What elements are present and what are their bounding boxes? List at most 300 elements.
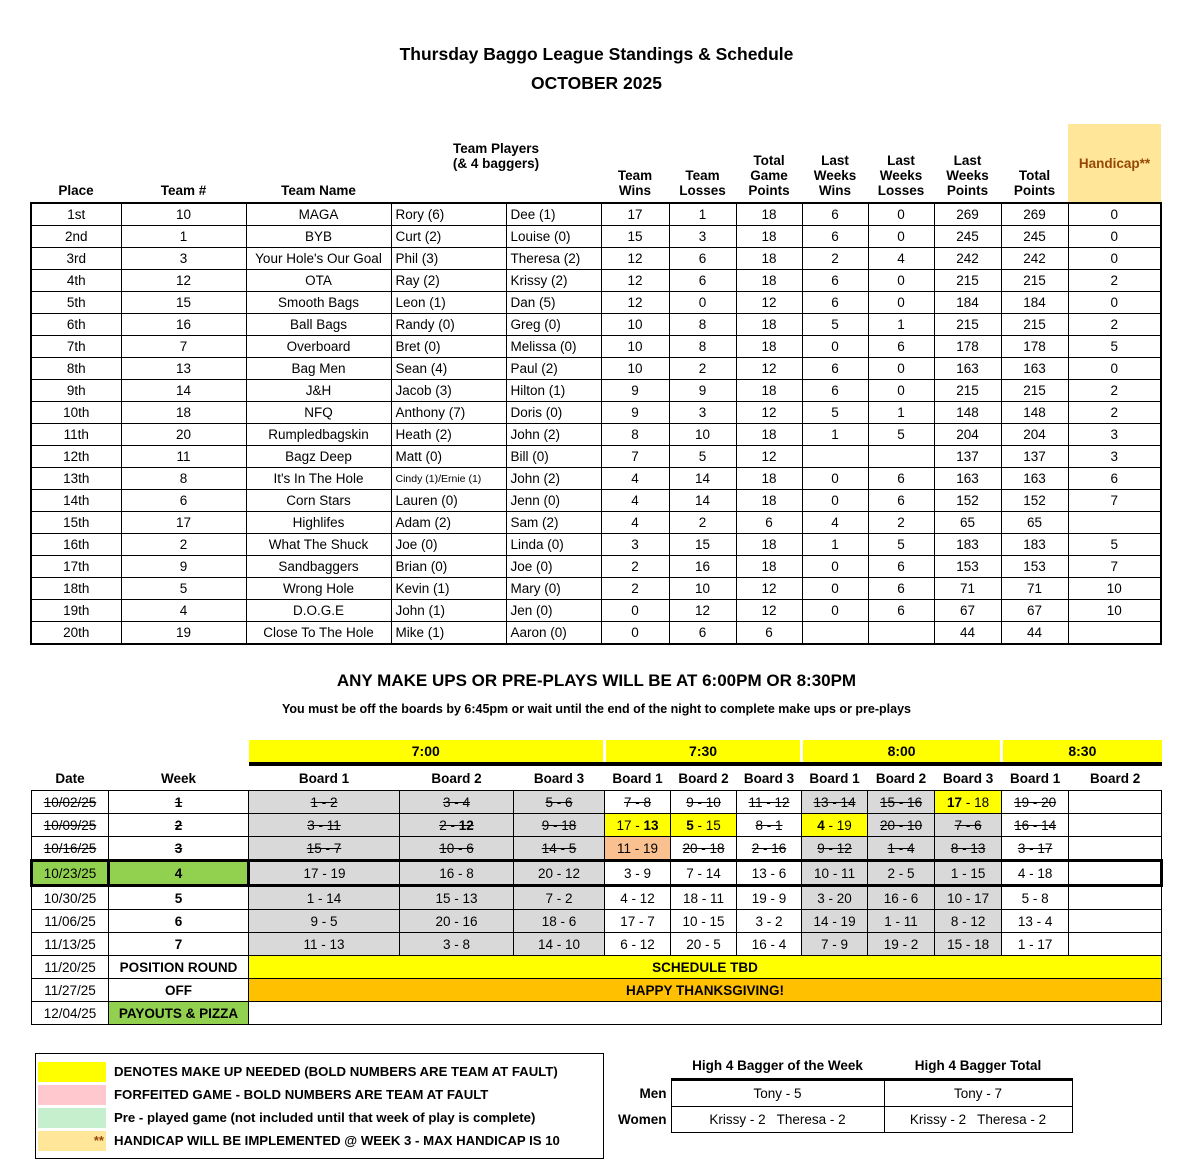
standings-cell-total: 67 <box>1001 600 1068 622</box>
schedule-row <box>32 886 1162 910</box>
legend-swatch <box>38 1062 106 1082</box>
standings-cell-losses: 5 <box>669 446 736 468</box>
standings-cell-lwp: 178 <box>934 336 1001 358</box>
standings-cell-player2: Krissy (2) <box>506 270 601 292</box>
notice-primary: ANY MAKE UPS OR PRE-PLAYS WILL BE AT 6:00PM OR 8:30PM <box>336 671 857 690</box>
schedule-cell-matchup: 20 - 18 <box>671 837 737 861</box>
standings-cell-team-name: Rumpledbagskin <box>246 424 391 446</box>
standings-cell-tgp: 18 <box>736 336 802 358</box>
standings-cell-player1: Phil (3) <box>391 248 506 270</box>
schedule-cell-week: 2 <box>109 814 249 837</box>
legend-text: FORFEITED GAME - BOLD NUMBERS ARE TEAM AT FAULT <box>114 1087 489 1102</box>
standings-cell-lww: 2 <box>802 248 868 270</box>
standings-cell-team-name: J&H <box>246 380 391 402</box>
standings-cell-lwp: 153 <box>934 556 1001 578</box>
standings-row <box>31 600 1161 622</box>
standings-cell-team-name: Wrong Hole <box>246 578 391 600</box>
schedule-header-board-2: Board 2 <box>431 770 482 786</box>
standings-cell-place: 20th <box>31 622 121 645</box>
schedule-cell-matchup <box>1069 814 1162 837</box>
standings-cell-player1: Matt (0) <box>391 446 506 468</box>
standings-cell-team-num: 14 <box>121 380 246 402</box>
standings-cell-wins: 7 <box>601 446 669 468</box>
schedule-cell-matchup: 11 - 19 <box>605 837 671 861</box>
schedule-cell-matchup: 20 - 10 <box>868 814 935 837</box>
standings-cell-lwp: 215 <box>934 314 1001 336</box>
standings-cell-player1: Adam (2) <box>391 512 506 534</box>
standings-cell-total: 183 <box>1001 534 1068 556</box>
standings-cell-team-name: OTA <box>246 270 391 292</box>
schedule-cell-matchup <box>1069 861 1162 886</box>
standings-cell-tgp: 18 <box>736 490 802 512</box>
standings-cell-lwl: 2 <box>868 512 934 534</box>
standings-cell-lwp: 215 <box>934 380 1001 402</box>
schedule-table <box>30 740 1163 1025</box>
schedule-board-header-row <box>32 766 1162 791</box>
standings-row <box>31 248 1161 270</box>
standings-cell-place: 17th <box>31 556 121 578</box>
schedule-header-board-8: Board 2 <box>875 770 927 786</box>
schedule-time-730: 7:30 <box>605 740 802 762</box>
standings-cell-team-name: It's In The Hole <box>246 468 391 490</box>
standings-cell-place: 10th <box>31 402 121 424</box>
standings-cell-total: 204 <box>1001 424 1068 446</box>
standings-cell-losses: 14 <box>669 468 736 490</box>
standings-cell-place: 2nd <box>31 226 121 248</box>
schedule-special-row <box>32 979 1162 1002</box>
schedule-cell-matchup: 14 - 5 <box>514 837 605 861</box>
standings-header-team-name: Team Name <box>281 183 356 198</box>
standings-cell-handicap: 5 <box>1068 336 1161 358</box>
standings-cell-total: 215 <box>1001 270 1068 292</box>
bagger-header-total: High 4 Bagger Total <box>884 1053 1072 1080</box>
standings-cell-team-num: 18 <box>121 402 246 424</box>
standings-cell-lww: 6 <box>802 380 868 402</box>
standings-cell-losses: 9 <box>669 380 736 402</box>
standings-cell-player1: Joe (0) <box>391 534 506 556</box>
schedule-cell-matchup <box>1069 886 1162 910</box>
standings-cell-losses: 15 <box>669 534 736 556</box>
standings-row <box>31 203 1161 226</box>
standings-cell-losses: 0 <box>669 292 736 314</box>
schedule-cell-matchup: 9 - 5 <box>249 910 400 933</box>
standings-cell-losses: 10 <box>669 578 736 600</box>
standings-cell-lwl: 6 <box>868 556 934 578</box>
schedule-header-board-9: Board 3 <box>942 770 994 786</box>
standings-cell-lwp: 67 <box>934 600 1001 622</box>
standings-cell-lwl: 1 <box>868 402 934 424</box>
schedule-cell-matchup: 20 - 5 <box>671 933 737 956</box>
schedule-header-board-11: Board 2 <box>1089 770 1141 786</box>
schedule-cell-date: 10/02/25 <box>32 791 109 814</box>
standings-cell-handicap: 2 <box>1068 314 1161 336</box>
schedule-cell-week: 7 <box>109 933 249 956</box>
standings-row <box>31 226 1161 248</box>
standings-cell-lww: 6 <box>802 226 868 248</box>
schedule-cell-matchup: 4 - 18 <box>1002 861 1069 886</box>
legend-item <box>38 1083 603 1106</box>
schedule-cell-date: 10/09/25 <box>32 814 109 837</box>
standings-cell-total: 153 <box>1001 556 1068 578</box>
standings-cell-tgp: 12 <box>736 292 802 314</box>
schedule-cell-matchup: 15 - 7 <box>249 837 400 861</box>
standings-cell-losses: 16 <box>669 556 736 578</box>
standings-cell-lwl: 6 <box>868 578 934 600</box>
standings-cell-total: 184 <box>1001 292 1068 314</box>
standings-cell-total: 163 <box>1001 358 1068 380</box>
schedule-cell-week: 4 <box>109 861 249 886</box>
standings-cell-losses: 14 <box>669 490 736 512</box>
standings-cell-team-num: 16 <box>121 314 246 336</box>
standings-cell-player1: Sean (4) <box>391 358 506 380</box>
bagger-row <box>606 1107 1072 1133</box>
standings-cell-wins: 12 <box>601 248 669 270</box>
standings-cell-handicap: 10 <box>1068 578 1161 600</box>
schedule-cell-week: 6 <box>109 910 249 933</box>
standings-cell-lww: 0 <box>802 600 868 622</box>
schedule-row <box>32 861 1162 886</box>
standings-cell-lwl: 6 <box>868 600 934 622</box>
standings-cell-lwl: 0 <box>868 270 934 292</box>
standings-cell-player2: Paul (2) <box>506 358 601 380</box>
standings-cell-wins: 10 <box>601 358 669 380</box>
standings-cell-player2: Hilton (1) <box>506 380 601 402</box>
schedule-cell-matchup: 1 - 14 <box>249 886 400 910</box>
page-subtitle: OCTOBER 2025 <box>531 73 662 93</box>
standings-cell-player1: Kevin (1) <box>391 578 506 600</box>
players-header-line2: (& 4 baggers) <box>452 156 540 171</box>
schedule-cell-date: 10/16/25 <box>32 837 109 861</box>
page-title: Thursday Baggo League Standings & Schedule <box>399 44 794 64</box>
standings-cell-handicap <box>1068 622 1161 645</box>
standings-cell-player1: Heath (2) <box>391 424 506 446</box>
schedule-cell-matchup: 18 - 11 <box>671 886 737 910</box>
standings-cell-team-name: Bag Men <box>246 358 391 380</box>
schedule-cell-date: 11/06/25 <box>32 910 109 933</box>
schedule-cell-matchup: 1 - 2 <box>249 791 400 814</box>
standings-cell-handicap: 3 <box>1068 424 1161 446</box>
schedule-cell-matchup: 7 - 8 <box>605 791 671 814</box>
schedule-cell-week: OFF <box>109 979 249 1002</box>
standings-cell-player1: Cindy (1)/Ernie (1) <box>391 468 506 490</box>
standings-cell-total: 178 <box>1001 336 1068 358</box>
standings-cell-lwp: 163 <box>934 468 1001 490</box>
notice-secondary: You must be off the boards by 6:45pm or wait until the end of the night to complete make ups or pre-plays <box>281 702 911 716</box>
schedule-cell-matchup: 1 - 11 <box>868 910 935 933</box>
schedule-band: HAPPY THANKSGIVING! <box>249 979 1162 1002</box>
standings-cell-player2: Greg (0) <box>506 314 601 336</box>
schedule-cell-matchup <box>1069 837 1162 861</box>
standings-cell-lww: 6 <box>802 292 868 314</box>
schedule-cell-matchup: 4 - 19 <box>802 814 868 837</box>
standings-header-team-num: Team # <box>160 183 207 198</box>
schedule-cell-matchup: 16 - 6 <box>868 886 935 910</box>
schedule-cell-matchup: 8 - 1 <box>737 814 802 837</box>
schedule-cell-matchup: 17 - 19 <box>249 861 400 886</box>
standings-cell-lwp: 65 <box>934 512 1001 534</box>
schedule-header-board-7: Board 1 <box>809 770 860 786</box>
standings-cell-lwl: 0 <box>868 380 934 402</box>
schedule-cell-matchup: 13 - 6 <box>737 861 802 886</box>
schedule-cell-date: 12/04/25 <box>32 1002 109 1025</box>
players-header-line1: Team Players <box>452 141 540 156</box>
schedule-row <box>32 814 1162 837</box>
schedule-header-board-6: Board 3 <box>743 770 795 786</box>
standings-header-losses: Team Losses <box>679 168 726 198</box>
standings-header-lww: Last Weeks Wins <box>813 153 857 198</box>
schedule-cell-matchup <box>1069 910 1162 933</box>
schedule-cell-matchup <box>1069 933 1162 956</box>
standings-row <box>31 446 1161 468</box>
standings-cell-lwp: 148 <box>934 402 1001 424</box>
standings-cell-handicap: 2 <box>1068 270 1161 292</box>
standings-cell-wins: 3 <box>601 534 669 556</box>
standings-cell-tgp: 18 <box>736 270 802 292</box>
standings-cell-losses: 8 <box>669 314 736 336</box>
schedule-cell-matchup: 15 - 18 <box>935 933 1002 956</box>
schedule-cell-matchup: 15 - 13 <box>400 886 514 910</box>
standings-cell-total: 152 <box>1001 490 1068 512</box>
standings-cell-handicap: 0 <box>1068 248 1161 270</box>
standings-row <box>31 336 1161 358</box>
schedule-cell-matchup: 10 - 6 <box>400 837 514 861</box>
standings-cell-player1: Rory (6) <box>391 203 506 226</box>
standings-cell-wins: 9 <box>601 402 669 424</box>
standings-cell-lwp: 163 <box>934 358 1001 380</box>
schedule-row <box>32 791 1162 814</box>
standings-header-row <box>31 124 1161 203</box>
standings-row <box>31 314 1161 336</box>
schedule-time-row <box>32 740 1162 762</box>
schedule-cell-matchup: 4 - 12 <box>605 886 671 910</box>
standings-cell-place: 4th <box>31 270 121 292</box>
standings-cell-player1: Randy (0) <box>391 314 506 336</box>
standings-cell-player2: Linda (0) <box>506 534 601 556</box>
standings-row <box>31 512 1161 534</box>
standings-cell-place: 9th <box>31 380 121 402</box>
legend-text: HANDICAP WILL BE IMPLEMENTED @ WEEK 3 - MAX HANDICAP IS 10 <box>114 1133 560 1148</box>
schedule-cell-matchup <box>1069 791 1162 814</box>
schedule-cell-matchup: 17 - 7 <box>605 910 671 933</box>
standings-cell-handicap: 2 <box>1068 402 1161 424</box>
standings-cell-team-num: 7 <box>121 336 246 358</box>
standings-cell-team-num: 15 <box>121 292 246 314</box>
legend-box <box>35 1053 604 1159</box>
standings-cell-tgp: 12 <box>736 446 802 468</box>
standings-cell-lwl: 6 <box>868 490 934 512</box>
standings-cell-team-name: Ball Bags <box>246 314 391 336</box>
standings-cell-tgp: 18 <box>736 314 802 336</box>
schedule-cell-matchup: 20 - 16 <box>400 910 514 933</box>
standings-cell-place: 8th <box>31 358 121 380</box>
standings-cell-player2: Aaron (0) <box>506 622 601 645</box>
standings-cell-team-num: 17 <box>121 512 246 534</box>
standings-cell-team-name: Corn Stars <box>246 490 391 512</box>
standings-cell-handicap: 0 <box>1068 226 1161 248</box>
schedule-cell-matchup: 5 - 8 <box>1002 886 1069 910</box>
standings-row <box>31 424 1161 446</box>
schedule-band <box>249 1002 1162 1025</box>
schedule-cell-matchup: 9 - 12 <box>802 837 868 861</box>
standings-cell-lwp: 184 <box>934 292 1001 314</box>
standings-cell-place: 15th <box>31 512 121 534</box>
standings-cell-losses: 3 <box>669 402 736 424</box>
schedule-cell-matchup: 11 - 12 <box>737 791 802 814</box>
standings-cell-lww: 6 <box>802 270 868 292</box>
standings-cell-wins: 12 <box>601 270 669 292</box>
schedule-special-row <box>32 1002 1162 1025</box>
standings-cell-place: 6th <box>31 314 121 336</box>
bagger-header-row <box>606 1053 1072 1080</box>
standings-cell-place: 7th <box>31 336 121 358</box>
standings-cell-player2: Theresa (2) <box>506 248 601 270</box>
standings-cell-lwp: 44 <box>934 622 1001 645</box>
standings-cell-player2: Doris (0) <box>506 402 601 424</box>
standings-cell-lww: 0 <box>802 556 868 578</box>
schedule-cell-matchup: 20 - 12 <box>514 861 605 886</box>
standings-cell-lww <box>802 446 868 468</box>
standings-cell-player2: Sam (2) <box>506 512 601 534</box>
standings-cell-lww: 5 <box>802 402 868 424</box>
schedule-cell-matchup: 5 - 6 <box>514 791 605 814</box>
standings-cell-team-num: 12 <box>121 270 246 292</box>
schedule-cell-matchup: 9 - 18 <box>514 814 605 837</box>
standings-cell-lww: 0 <box>802 490 868 512</box>
standings-cell-tgp: 6 <box>736 512 802 534</box>
standings-cell-lwp: 152 <box>934 490 1001 512</box>
schedule-cell-matchup: 3 - 2 <box>737 910 802 933</box>
schedule-cell-matchup: 10 - 11 <box>802 861 868 886</box>
schedule-cell-matchup: 7 - 14 <box>671 861 737 886</box>
schedule-cell-matchup: 7 - 9 <box>802 933 868 956</box>
standings-cell-place: 13th <box>31 468 121 490</box>
schedule-band: SCHEDULE TBD <box>249 956 1162 979</box>
schedule-cell-matchup: 19 - 2 <box>868 933 935 956</box>
standings-table <box>30 124 1162 645</box>
standings-cell-losses: 12 <box>669 600 736 622</box>
schedule-cell-matchup: 5 - 15 <box>671 814 737 837</box>
standings-cell-player2: John (2) <box>506 468 601 490</box>
standings-header-place: Place <box>58 183 94 198</box>
schedule-time-700: 7:00 <box>249 740 605 762</box>
standings-cell-wins: 10 <box>601 314 669 336</box>
standings-cell-total: 245 <box>1001 226 1068 248</box>
standings-cell-tgp: 18 <box>736 424 802 446</box>
standings-cell-handicap <box>1068 512 1161 534</box>
bagger-body <box>606 1053 1072 1133</box>
standings-row <box>31 468 1161 490</box>
schedule-row <box>32 910 1162 933</box>
standings-cell-team-name: BYB <box>246 226 391 248</box>
schedule-cell-matchup: 16 - 14 <box>1002 814 1069 837</box>
standings-cell-handicap: 3 <box>1068 446 1161 468</box>
standings-cell-player1: Curt (2) <box>391 226 506 248</box>
standings-cell-handicap: 5 <box>1068 534 1161 556</box>
schedule-cell-week: 5 <box>109 886 249 910</box>
standings-cell-place: 19th <box>31 600 121 622</box>
standings-header-tgp: Total Game Points <box>748 153 790 198</box>
schedule-header-board-4: Board 1 <box>612 770 663 786</box>
standings-cell-lwp: 215 <box>934 270 1001 292</box>
schedule-cell-matchup: 1 - 4 <box>868 837 935 861</box>
standings-cell-total: 163 <box>1001 468 1068 490</box>
schedule-cell-matchup: 18 - 6 <box>514 910 605 933</box>
schedule-cell-matchup: 10 - 17 <box>935 886 1002 910</box>
standings-cell-team-name: Your Hole's Our Goal <box>246 248 391 270</box>
standings-cell-team-num: 20 <box>121 424 246 446</box>
standings-cell-team-num: 8 <box>121 468 246 490</box>
schedule-cell-matchup: 3 - 20 <box>802 886 868 910</box>
standings-cell-losses: 3 <box>669 226 736 248</box>
standings-cell-tgp: 18 <box>736 380 802 402</box>
schedule-row <box>32 837 1162 861</box>
standings-cell-handicap: 0 <box>1068 358 1161 380</box>
standings-cell-place: 5th <box>31 292 121 314</box>
standings-cell-handicap: 2 <box>1068 380 1161 402</box>
standings-cell-lwp: 137 <box>934 446 1001 468</box>
standings-row <box>31 556 1161 578</box>
standings-cell-lwl: 0 <box>868 358 934 380</box>
standings-cell-team-name: MAGA <box>246 203 391 226</box>
standings-cell-team-name: Bagz Deep <box>246 446 391 468</box>
standings-cell-player1: Anthony (7) <box>391 402 506 424</box>
standings-cell-lww: 0 <box>802 578 868 600</box>
legend-text: Pre - played game (not included until that week of play is complete) <box>114 1110 536 1125</box>
standings-cell-team-name: What The Shuck <box>246 534 391 556</box>
standings-cell-handicap: 7 <box>1068 556 1161 578</box>
standings-head <box>31 124 1161 203</box>
standings-cell-player1: Brian (0) <box>391 556 506 578</box>
standings-cell-lwp: 269 <box>934 203 1001 226</box>
standings-cell-total: 242 <box>1001 248 1068 270</box>
standings-cell-team-name: Close To The Hole <box>246 622 391 645</box>
standings-header-players <box>391 124 601 203</box>
standings-cell-player2: Louise (0) <box>506 226 601 248</box>
standings-cell-player1: John (1) <box>391 600 506 622</box>
standings-cell-lwl: 0 <box>868 203 934 226</box>
schedule-cell-matchup: 3 - 9 <box>605 861 671 886</box>
schedule-cell-week: 3 <box>109 837 249 861</box>
standings-header-wins: Team Wins <box>617 168 653 198</box>
standings-cell-lwp: 245 <box>934 226 1001 248</box>
standings-cell-team-num: 4 <box>121 600 246 622</box>
standings-cell-total: 44 <box>1001 622 1068 645</box>
standings-cell-lwl: 5 <box>868 424 934 446</box>
standings-cell-lwl: 5 <box>868 534 934 556</box>
schedule-header-week: Week <box>160 770 197 786</box>
standings-cell-lww: 1 <box>802 424 868 446</box>
standings-header-lwl: Last Weeks Losses <box>877 153 925 198</box>
bagger-row-label: Women <box>617 1112 667 1127</box>
schedule-cell-week: 1 <box>109 791 249 814</box>
standings-cell-player1: Bret (0) <box>391 336 506 358</box>
standings-cell-total: 269 <box>1001 203 1068 226</box>
standings-cell-handicap: 0 <box>1068 203 1161 226</box>
standings-cell-player2: Melissa (0) <box>506 336 601 358</box>
standings-cell-lwl: 4 <box>868 248 934 270</box>
standings-cell-total: 148 <box>1001 402 1068 424</box>
standings-cell-losses: 8 <box>669 336 736 358</box>
schedule-cell-matchup: 17 - 18 <box>935 791 1002 814</box>
standings-cell-lww <box>802 622 868 645</box>
standings-row <box>31 292 1161 314</box>
schedule-cell-matchup: 13 - 4 <box>1002 910 1069 933</box>
standings-cell-player1: Leon (1) <box>391 292 506 314</box>
standings-cell-wins: 9 <box>601 380 669 402</box>
standings-cell-team-num: 6 <box>121 490 246 512</box>
standings-cell-lwl: 6 <box>868 336 934 358</box>
standings-cell-team-name: Smooth Bags <box>246 292 391 314</box>
